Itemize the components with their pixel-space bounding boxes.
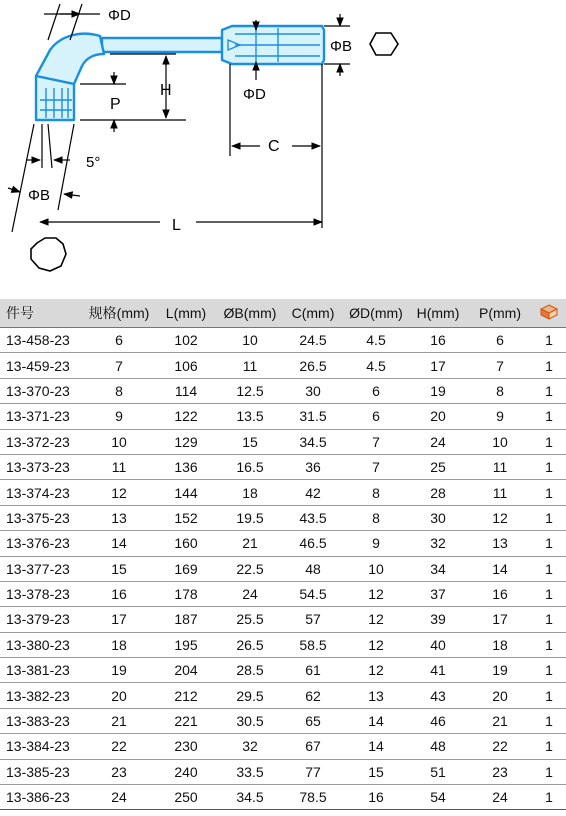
cell-qty: 1 (532, 454, 566, 479)
cell-h: 16 (408, 328, 468, 353)
cell-p: 22 (468, 734, 532, 759)
cell-qty: 1 (532, 353, 566, 378)
cell-spec: 7 (84, 353, 154, 378)
cell-p: 16 (468, 581, 532, 606)
cell-p: 6 (468, 328, 532, 353)
cell-qty: 1 (532, 505, 566, 530)
cell-c: 67 (282, 734, 344, 759)
cell-l: 187 (154, 607, 218, 632)
cell-c: 54.5 (282, 581, 344, 606)
cell-part-no: 13-376-23 (0, 531, 84, 556)
cell-c: 42 (282, 480, 344, 505)
label-c: C (268, 138, 280, 155)
label-p: P (110, 96, 121, 113)
table-row (0, 708, 566, 733)
cell-h: 51 (408, 759, 468, 784)
cell-h: 28 (408, 480, 468, 505)
cell-l: 204 (154, 658, 218, 683)
cell-h: 41 (408, 658, 468, 683)
cell-l: 250 (154, 785, 218, 810)
cell-h: 43 (408, 683, 468, 708)
cell-qty: 1 (532, 581, 566, 606)
cell-qty: 1 (532, 708, 566, 733)
cell-l: 169 (154, 556, 218, 581)
cell-l: 178 (154, 581, 218, 606)
cell-d: 12 (344, 658, 408, 683)
label-l: L (172, 217, 181, 234)
table-row (0, 454, 566, 479)
cell-d: 10 (344, 556, 408, 581)
table-row (0, 404, 566, 429)
cell-spec: 21 (84, 708, 154, 733)
label-phi-d-top: ΦD (108, 7, 131, 24)
cell-b: 26.5 (218, 632, 282, 657)
cell-d: 4.5 (344, 328, 408, 353)
octagon-section-icon (31, 238, 66, 271)
cell-l: 136 (154, 454, 218, 479)
package-icon (540, 304, 558, 323)
cell-c: 57 (282, 607, 344, 632)
header-b: ØB(mm) (218, 299, 282, 328)
table-row (0, 785, 566, 810)
cell-d: 16 (344, 785, 408, 810)
cell-c: 24.5 (282, 328, 344, 353)
cell-p: 13 (468, 531, 532, 556)
cell-part-no: 13-371-23 (0, 404, 84, 429)
cell-part-no: 13-375-23 (0, 505, 84, 530)
cell-part-no: 13-379-23 (0, 607, 84, 632)
cell-c: 36 (282, 454, 344, 479)
cell-l: 152 (154, 505, 218, 530)
table-header-row (0, 299, 566, 328)
cell-spec: 17 (84, 607, 154, 632)
cell-c: 78.5 (282, 785, 344, 810)
cell-b: 24 (218, 581, 282, 606)
cell-d: 8 (344, 505, 408, 530)
cell-qty: 1 (532, 556, 566, 581)
table-row (0, 353, 566, 378)
cell-l: 144 (154, 480, 218, 505)
cell-qty: 1 (532, 683, 566, 708)
cell-part-no: 13-378-23 (0, 581, 84, 606)
cell-c: 43.5 (282, 505, 344, 530)
label-phi-d-mid: ΦD (243, 86, 266, 103)
cell-c: 34.5 (282, 429, 344, 454)
cell-part-no: 13-377-23 (0, 556, 84, 581)
cell-l: 102 (154, 328, 218, 353)
cell-l: 221 (154, 708, 218, 733)
cell-p: 11 (468, 454, 532, 479)
cell-p: 10 (468, 429, 532, 454)
cell-h: 25 (408, 454, 468, 479)
cell-d: 13 (344, 683, 408, 708)
cell-h: 46 (408, 708, 468, 733)
cell-spec: 18 (84, 632, 154, 657)
cell-qty: 1 (532, 480, 566, 505)
cell-spec: 13 (84, 505, 154, 530)
table-row (0, 734, 566, 759)
header-c: C(mm) (282, 299, 344, 328)
wrench-elbow (36, 34, 104, 84)
cell-qty: 1 (532, 531, 566, 556)
cell-c: 46.5 (282, 531, 344, 556)
cell-qty: 1 (532, 658, 566, 683)
cell-d: 4.5 (344, 353, 408, 378)
cell-d: 14 (344, 734, 408, 759)
spec-table (0, 299, 566, 810)
table-row (0, 429, 566, 454)
cell-c: 58.5 (282, 632, 344, 657)
cell-spec: 12 (84, 480, 154, 505)
cell-part-no: 13-385-23 (0, 759, 84, 784)
cell-p: 19 (468, 658, 532, 683)
cell-spec: 10 (84, 429, 154, 454)
header-h: H(mm) (408, 299, 468, 328)
cell-b: 11 (218, 353, 282, 378)
cell-b: 10 (218, 328, 282, 353)
cell-h: 30 (408, 505, 468, 530)
cell-c: 30 (282, 378, 344, 403)
cell-h: 40 (408, 632, 468, 657)
cell-l: 122 (154, 404, 218, 429)
cell-c: 62 (282, 683, 344, 708)
table-row (0, 683, 566, 708)
cell-p: 11 (468, 480, 532, 505)
cell-c: 61 (282, 658, 344, 683)
cell-qty: 1 (532, 759, 566, 784)
cell-spec: 20 (84, 683, 154, 708)
cell-b: 25.5 (218, 607, 282, 632)
cell-h: 17 (408, 353, 468, 378)
cell-p: 23 (468, 759, 532, 784)
table-row (0, 480, 566, 505)
cell-h: 34 (408, 556, 468, 581)
cell-qty: 1 (532, 734, 566, 759)
table-row (0, 607, 566, 632)
cell-b: 19.5 (218, 505, 282, 530)
cell-part-no: 13-458-23 (0, 328, 84, 353)
header-l: L(mm) (154, 299, 218, 328)
cell-c: 48 (282, 556, 344, 581)
cell-c: 26.5 (282, 353, 344, 378)
cell-l: 160 (154, 531, 218, 556)
cell-spec: 11 (84, 454, 154, 479)
cell-h: 48 (408, 734, 468, 759)
cell-c: 65 (282, 708, 344, 733)
cell-b: 34.5 (218, 785, 282, 810)
cell-b: 30.5 (218, 708, 282, 733)
cell-qty: 1 (532, 632, 566, 657)
cell-part-no: 13-381-23 (0, 658, 84, 683)
cell-p: 17 (468, 607, 532, 632)
cell-qty: 1 (532, 607, 566, 632)
cell-part-no: 13-373-23 (0, 454, 84, 479)
cell-p: 12 (468, 505, 532, 530)
cell-h: 20 (408, 404, 468, 429)
cell-l: 230 (154, 734, 218, 759)
cell-qty: 1 (532, 404, 566, 429)
cell-h: 32 (408, 531, 468, 556)
cell-d: 12 (344, 632, 408, 657)
cell-b: 18 (218, 480, 282, 505)
table-row (0, 505, 566, 530)
cell-l: 114 (154, 378, 218, 403)
header-part-no: 件号 (0, 299, 84, 328)
header-p: P(mm) (468, 299, 532, 328)
cell-h: 39 (408, 607, 468, 632)
cell-part-no: 13-380-23 (0, 632, 84, 657)
cell-b: 15 (218, 429, 282, 454)
cell-spec: 23 (84, 759, 154, 784)
header-spec: 规格(mm) (84, 299, 154, 328)
cell-d: 12 (344, 581, 408, 606)
label-phi-b-right: ΦB (330, 38, 352, 55)
cell-spec: 15 (84, 556, 154, 581)
cell-b: 32 (218, 734, 282, 759)
cell-spec: 22 (84, 734, 154, 759)
cell-part-no: 13-382-23 (0, 683, 84, 708)
cell-qty: 1 (532, 429, 566, 454)
table-row (0, 531, 566, 556)
cell-spec: 24 (84, 785, 154, 810)
cell-l: 212 (154, 683, 218, 708)
cell-part-no: 13-386-23 (0, 785, 84, 810)
table-row (0, 328, 566, 353)
cell-l: 195 (154, 632, 218, 657)
cell-part-no: 13-374-23 (0, 480, 84, 505)
cell-b: 33.5 (218, 759, 282, 784)
cell-spec: 19 (84, 658, 154, 683)
cell-h: 19 (408, 378, 468, 403)
header-d: ØD(mm) (344, 299, 408, 328)
cell-c: 77 (282, 759, 344, 784)
table-row (0, 658, 566, 683)
cell-part-no: 13-370-23 (0, 378, 84, 403)
table-row (0, 581, 566, 606)
cell-b: 16.5 (218, 454, 282, 479)
cell-b: 13.5 (218, 404, 282, 429)
cell-qty: 1 (532, 328, 566, 353)
table-row (0, 556, 566, 581)
cell-part-no: 13-384-23 (0, 734, 84, 759)
cell-part-no: 13-459-23 (0, 353, 84, 378)
cell-d: 14 (344, 708, 408, 733)
cell-p: 20 (468, 683, 532, 708)
label-h: H (160, 82, 172, 99)
cell-spec: 6 (84, 328, 154, 353)
table-row (0, 632, 566, 657)
cell-b: 22.5 (218, 556, 282, 581)
cell-spec: 16 (84, 581, 154, 606)
cell-p: 7 (468, 353, 532, 378)
wrench-shaft (102, 38, 222, 52)
cell-d: 7 (344, 454, 408, 479)
cell-p: 8 (468, 378, 532, 403)
cell-d: 8 (344, 480, 408, 505)
cell-d: 15 (344, 759, 408, 784)
cell-d: 6 (344, 404, 408, 429)
cell-p: 14 (468, 556, 532, 581)
cell-d: 12 (344, 607, 408, 632)
table-row (0, 378, 566, 403)
cell-spec: 8 (84, 378, 154, 403)
cell-d: 7 (344, 429, 408, 454)
cell-d: 6 (344, 378, 408, 403)
cell-c: 31.5 (282, 404, 344, 429)
cell-h: 24 (408, 429, 468, 454)
cell-b: 12.5 (218, 378, 282, 403)
cell-spec: 14 (84, 531, 154, 556)
wrench-dimension-diagram (0, 0, 566, 298)
cell-part-no: 13-383-23 (0, 708, 84, 733)
table-row (0, 759, 566, 784)
cell-spec: 9 (84, 404, 154, 429)
cell-qty: 1 (532, 785, 566, 810)
cell-l: 240 (154, 759, 218, 784)
hexagon-section-icon (370, 33, 398, 55)
cell-h: 54 (408, 785, 468, 810)
cell-b: 29.5 (218, 683, 282, 708)
cell-p: 18 (468, 632, 532, 657)
header-qty (532, 299, 566, 328)
cell-l: 129 (154, 429, 218, 454)
cell-l: 106 (154, 353, 218, 378)
cell-p: 9 (468, 404, 532, 429)
cell-qty: 1 (532, 378, 566, 403)
cell-d: 9 (344, 531, 408, 556)
cell-h: 37 (408, 581, 468, 606)
cell-part-no: 13-372-23 (0, 429, 84, 454)
label-phi-b-left: ΦB (28, 187, 50, 204)
cell-b: 28.5 (218, 658, 282, 683)
cell-p: 21 (468, 708, 532, 733)
cell-b: 21 (218, 531, 282, 556)
cell-p: 24 (468, 785, 532, 810)
label-angle: 5° (86, 154, 101, 171)
wrench-illustration (36, 26, 324, 120)
